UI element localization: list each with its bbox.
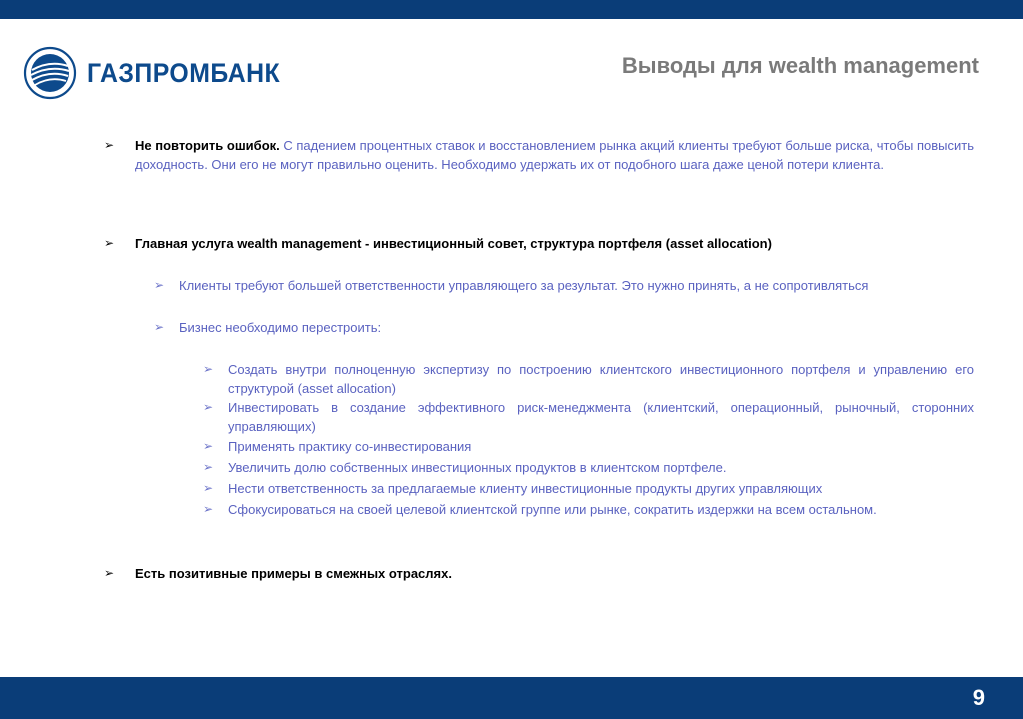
sub-sub-bullet-text: Нести ответственность за предлагаемые клиенту инвестиционные продукты других управляющих: [228, 481, 823, 496]
sub-bullet-text: Бизнес необходимо перестроить:: [179, 320, 382, 335]
page-number: 9: [972, 685, 985, 710]
bullet-lead: Не повторить ошибок.: [135, 138, 280, 153]
bullet-text: [135, 136, 974, 174]
sub-sub-bullet-text: Увеличить долю собственных инвестиционных продуктов в клиентском портфеле.: [228, 460, 727, 475]
sub-sub-bullet-item: [203, 398, 974, 436]
bullet-text: Есть позитивные примеры в смежных отраслях.: [135, 566, 452, 581]
gazprombank-logo: [23, 46, 297, 100]
sub-sub-bullet-text: Применять практику со-инвестирования: [228, 439, 472, 454]
bullet-item: [104, 234, 974, 253]
sub-sub-bullet-item: [203, 500, 974, 519]
arrowhead-bullet-icon: ➢: [104, 138, 115, 152]
arrowhead-bullet-icon: ➢: [154, 320, 165, 334]
arrowhead-bullet-icon: ➢: [104, 236, 115, 250]
arrowhead-bullet-icon: ➢: [203, 460, 214, 474]
top-header-bar: [0, 0, 1023, 19]
brand-name: ГАЗПРОМБАНК: [87, 57, 281, 88]
gazprombank-emblem-icon: [23, 46, 77, 100]
bottom-footer-bar: [0, 677, 1023, 719]
bullet-text: Главная услуга wealth management - инвестиционный совет, структура портфеля (asset allocation): [135, 236, 772, 251]
bullet-item: [104, 564, 974, 583]
sub-sub-bullet-text: Инвестировать в создание эффективного риск-менеджмента (клиентский, операционный, рыночный, сторонних управляющих): [228, 400, 974, 434]
sub-sub-bullet-item: [203, 437, 974, 456]
arrowhead-bullet-icon: ➢: [104, 566, 115, 580]
arrowhead-bullet-icon: ➢: [203, 400, 214, 414]
sub-bullet-text: Клиенты требуют большей ответственности управляющего за результат. Это нужно принять, а не сопротивляться: [179, 278, 869, 293]
sub-sub-bullet-item: [203, 458, 974, 477]
arrowhead-bullet-icon: ➢: [203, 481, 214, 495]
sub-bullet-item: [154, 276, 974, 295]
sub-sub-bullet-text: Сфокусироваться на своей целевой клиентской группе или рынке, сократить издержки на всем остальном.: [228, 502, 877, 517]
sub-sub-bullet-item: [203, 360, 974, 398]
bullet-item: [104, 136, 974, 174]
arrowhead-bullet-icon: ➢: [203, 502, 214, 516]
slide-title: Выводы для wealth management: [621, 53, 979, 78]
sub-bullet-item: [154, 318, 974, 337]
sub-sub-bullet-text: Создать внутри полноценную экспертизу по построению клиентского инвестиционного портфеля и управлению его структурой (asset allocation): [228, 362, 974, 396]
arrowhead-bullet-icon: ➢: [203, 362, 214, 376]
sub-sub-bullet-item: [203, 479, 974, 498]
bullet-body: С падением процентных ставок и восстановлением рынка акций клиенты требуют больше риска, чтобы повысить доходность. Они его не могут правильно оценить. Необходимо удержать их от подобного шага даже ценой потери клиента.: [135, 138, 974, 172]
arrowhead-bullet-icon: ➢: [154, 278, 165, 292]
arrowhead-bullet-icon: ➢: [203, 439, 214, 453]
